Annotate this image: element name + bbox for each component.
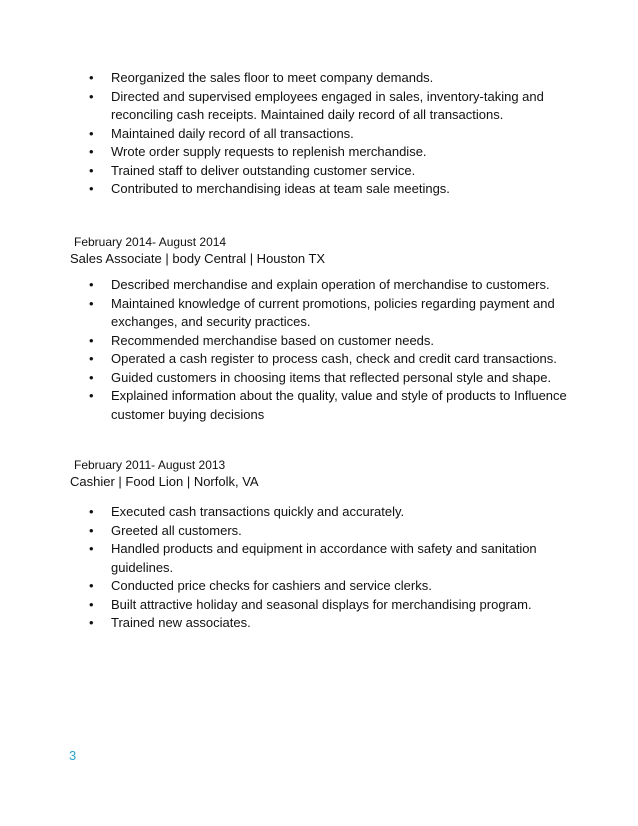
experience-bullets-cashier — [86, 503, 576, 633]
bullet-item: • Operated a cash register to process cash, check and credit card transactions. — [86, 350, 576, 369]
bullet-dot-icon: • — [89, 181, 94, 196]
bullet-item: • Explained information about the quality, value and style of products to Influence customer buying decisions — [89, 388, 567, 422]
bullet-item: • Handled products and equipment in accordance with safety and sanitation guidelines. — [89, 541, 537, 575]
bullet-dot-icon: • — [89, 615, 94, 630]
bullet-dot-icon: • — [89, 351, 94, 366]
bullet-item: • Directed and supervised employees engaged in sales, inventory-taking and reconciling cash receipts. Maintained daily record of all transactions. — [89, 88, 544, 122]
bullet-item: • Conducted price checks for cashiers and service clerks. — [86, 577, 576, 596]
bullet-dot-icon: • — [89, 162, 94, 178]
bullet-item: • Greeted all customers. — [86, 522, 576, 541]
experience-bullets-prev — [86, 69, 576, 199]
bullet-item: • Trained new associates. — [86, 614, 576, 633]
bullet-item: • Recommended merchandise based on customer needs. — [86, 332, 576, 351]
job-dates-cashier: February 2011- August 2013 — [74, 458, 226, 472]
bullet-item: • Maintained knowledge of current promotions, policies regarding payment and exchanges, and security practices. — [89, 295, 555, 329]
bullet-dot-icon: • — [89, 388, 94, 403]
bullet-dot-icon: • — [89, 578, 94, 593]
bullet-dot-icon: • — [89, 88, 94, 104]
bullet-dot-icon: • — [89, 277, 94, 292]
page-number: 3 — [69, 748, 77, 763]
bullet-item: • Described merchandise and explain operation of merchandise to customers. — [86, 276, 576, 295]
bullet-dot-icon: • — [89, 295, 94, 311]
bullet-item: • Wrote order supply requests to replenish merchandise. — [86, 143, 576, 162]
bullet-dot-icon: • — [89, 541, 94, 556]
bullet-dot-icon: • — [89, 125, 94, 141]
bullet-dot-icon: • — [89, 70, 94, 85]
job-title-cashier: Cashier | Food Lion | Norfolk, VA — [70, 474, 259, 489]
job-dates-sales-associate: February 2014- August 2014 — [74, 235, 227, 249]
bullet-item: • Executed cash transactions quickly and accurately. — [86, 503, 576, 522]
job-title-sales-associate: Sales Associate | body Central | Houston TX — [70, 251, 326, 266]
experience-bullets-sales-associate — [86, 276, 576, 424]
bullet-dot-icon: • — [89, 332, 94, 348]
bullet-dot-icon: • — [89, 504, 94, 519]
bullet-item: • Maintained daily record of all transactions. — [86, 125, 576, 144]
bullet-item: • Trained staff to deliver outstanding customer service. — [86, 162, 576, 181]
bullet-item: • Contributed to merchandising ideas at team sale meetings. — [86, 180, 576, 199]
bullet-item: • Reorganized the sales floor to meet company demands. — [86, 69, 576, 88]
bullet-item: • Built attractive holiday and seasonal displays for merchandising program. — [86, 596, 576, 615]
bullet-dot-icon: • — [89, 144, 94, 159]
bullet-dot-icon: • — [89, 522, 94, 538]
bullet-dot-icon: • — [89, 369, 94, 385]
bullet-dot-icon: • — [89, 596, 94, 612]
bullet-item: • Guided customers in choosing items that reflected personal style and shape. — [86, 369, 576, 388]
